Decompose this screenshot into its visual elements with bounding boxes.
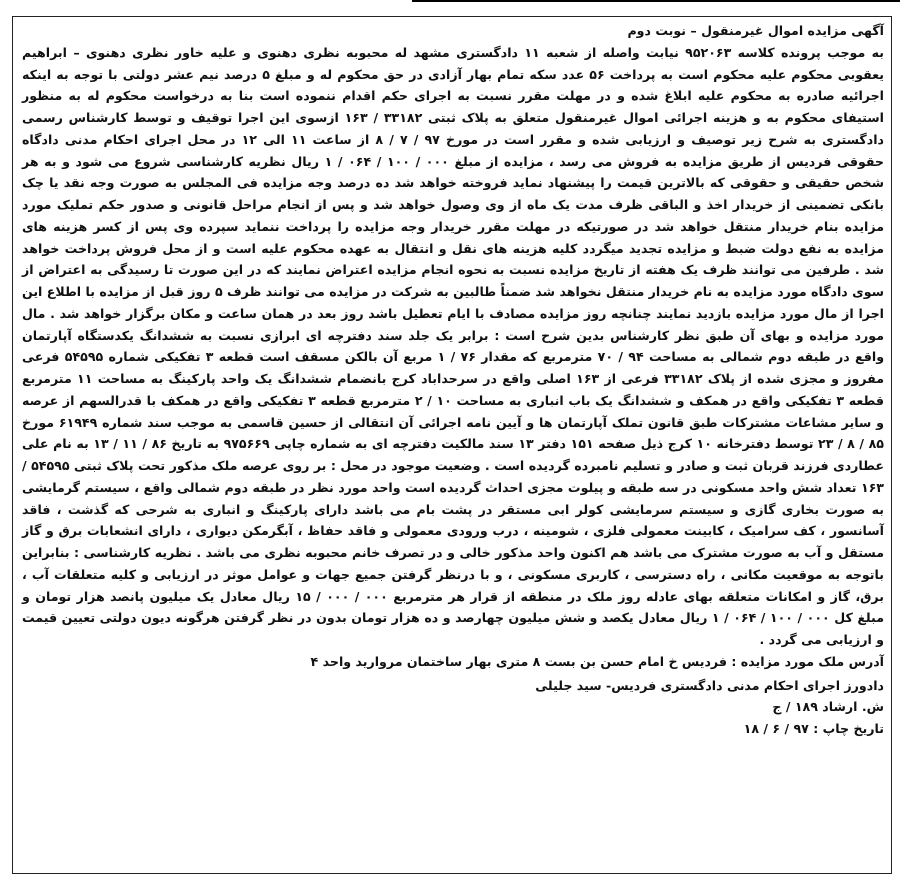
property-address: آدرس ملک مورد مزایده : فردیس خ امام حسن بن بست ۸ متری بهار ساختمان مروارید واحد ۴ bbox=[310, 653, 884, 669]
print-date: تاریخ چاپ : ۹۷ / ۶ / ۱۸ bbox=[743, 721, 884, 736]
auction-notice bbox=[22, 20, 884, 740]
signature-line: دادورز اجرای احکام مدنی دادگستری فردیس- سید جلیلی bbox=[535, 677, 884, 693]
top-rule bbox=[412, 0, 900, 2]
publication-number: ش. ارشاد ۱۸۹ / ج bbox=[772, 699, 884, 715]
notice-title: آگهی مزایده اموال غیرمنقول – نوبت دوم bbox=[627, 23, 884, 38]
notice-body: به موجب پرونده کلاسه ۹۵۲۰۶۳ نیابت واصله از شعبه ۱۱ دادگستری مشهد له محبوبه نظری دهنوی و علیه خاور نظری دهنوی – ابراهیم یعقوبی محکوم علیه محکوم است به پرداخت ۵۶ عدد سکه تمام بهار آزادی در حق محکوم له و مبلغ ۵ درصد نیم عشر دولتی با توجه به اینکه اجرائیه صادره به محکوم علیه ابلاغ شده و در مهلت مقرر نسبت به اجرای حکم اقدام ننموده است بنا به درخواست محکوم له به منظور استیفای محکوم به و هزینه اجرائی اموال غیرمنقول متعلق به پلاک ثبتی ۳۳۱۸۲ / ۱۶۳ ازسوی این اجرا توقیف و توسط کارشناس رسمی دادگستری به شرح زیر توصیف و ارزیابی شده و مقرر است در مورخ ۹۷ / ۷ / ۸ از ساعت ۱۱ الی ۱۲ در محل اجرای احکام مدنی دادگاه حقوقی فردیس از طریق مزایده به فروش می رسد ، مزایده از مبلغ ۰۰۰ / ۱۰۰ / ۰۶۴ / ۱ ریال نظریه کارشناسی شروع می شود و به هر شخص حقیقی و حقوقی که بالاترین قیمت را پیشنهاد نماید فروخته خواهد شد ده درصد وجه مزایده فی المجلس به صورت وجه نقد یا چک بانکی تضمینی از خریدار اخذ و الباقی ظرف مدت یک ماه از وی وصول خواهد شد و پس از انجام مراحل قانونی و صدور حکم تملیک مورد مزایده بنام خریدار منتقل خواهد شد در صورتیکه در مهلت مقرر خریدار وجه مزایده را پرداخت ننماید سپرده وی پس از کسر هزینه های مزایده به نفع دولت ضبط و مزایده تجدید میگردد کلیه هزینه های نقل و انتقال به عهده محکوم علیه است و از محل فروش پرداخت خواهد شد . طرفین می توانند ظرف یک هفته از تاریخ مزایده نسبت به نحوه انجام مزایده اعتراض نمایند که در این صورت تا رسیدگی به اعتراض از سوی دادگاه مورد مزایده به نام خریدار منتقل نخواهد شد ضمناً طالبین به شرکت در مزایده می توانند ظرف ۵ روز قبل از مزایده با اطلاع این اجرا از مال مورد مزایده بازدید نمایند چنانچه روز مزایده مصادف با ایام تعطیل باشد روز بعد در همان ساعت و مکان برگزار خواهد شد . مال مورد مزایده و بهای آن طبق نظر کارشناس بدین شرح است : برابر یک جلد سند دفترچه ای ابرازی نسبت به ششدانگ یکدستگاه آپارتمان واقع در طبقه دوم شمالی به مساحت ۹۴ / ۷۰ مترمربع که مقدار ۷۶ / ۱ مربع آن بالکن مسقف است قطعه ۳ تفکیکی شماره ۵۴۵۹۵ فرعی مفروز و مجزی شده از پلاک ۳۳۱۸۲ فرعی از ۱۶۳ اصلی واقع در سرحداباد کرج بانضمام ششدانگ یک واحد پارکینگ به مساحت ۱۱ مترمربع قطعه ۳ تفکیکی واقع در همکف و ششدانگ یک باب انباری به مساحت ۱۰ / ۲ مترمربع قطعه ۳ تفکیکی واقع در همکف با قدرالسهم از عرصه و سایر مشاعات مشترکات طبق قانون تملک آپارتمان ها و آیین نامه اجرائی آن انتقالی از حسین قاسمی به موجب سند شماره ۶۱۹۴۹ مورخ ۸۵ / ۸ / ۲۳ توسط دفترخانه ۱۰ کرج ذیل صفحه ۱۵۱ دفتر ۱۳ سند مالکیت دفترچه ای به شماره چاپی ۹۷۵۶۶۹ به تاریخ ۸۶ / ۱۱ / ۱۳ به نام علی عطاردی فرزند قربان ثبت و صادر و تسلیم نامبرده گردیده است . وضعیت موجود در محل : بر روی عرصه ملک مذکور تحت پلاک ثبتی ۵۴۵۹۵ / ۱۶۳ تعداد شش واحد مسکونی در سه طبقه و پیلوت مجزی احداث گردیده است واحد مورد نظر در طبقه دوم شمالی واقع ، سیستم گرمایشی به صورت بخاری گازی و سیستم سرمایشی کولر ابی مستقر در پشت بام می باشد دارای پارکینگ و انباری به شرحی که گذشت ، فاقد آسانسور ، کف سرامیک ، کابینت معمولی فلزی ، شومینه ، درب ورودی معمولی و فاقد حفاظ ، آبگرمکن دیواری ، دارای انشعابات برق و گاز مستقل و آب به صورت مشترک می باشد هم اکنون واحد مذکور خالی و در تصرف خانم محبوبه نظری می باشد . نظریه کارشناسی : بنابراین باتوجه به موقعیت مکانی ، راه دسترسی ، کاربری مسکونی ، و با درنظر گرفتن جمیع جهات و عوامل موثر در ارزیابی و کلیه متعلقات آب ، برق، گاز و امکانات متعلقه بهای عادله روز ملک در منطقه از قرار هر مترمربع ۰۰۰ / ۰۰۰ / ۱۵ ریال معادل یک میلیون پانصد هزار تومان و مبلغ کل ۰۰۰ / ۱۰۰ / ۰۶۴ / ۱ ریال معادل یکصد و شش میلیون چهارصد و ده هزار تومان بدون در نظر گرفتن هرگونه دیون دولتی تعیین قیمت و ارزیابی می گردد . bbox=[22, 44, 885, 647]
